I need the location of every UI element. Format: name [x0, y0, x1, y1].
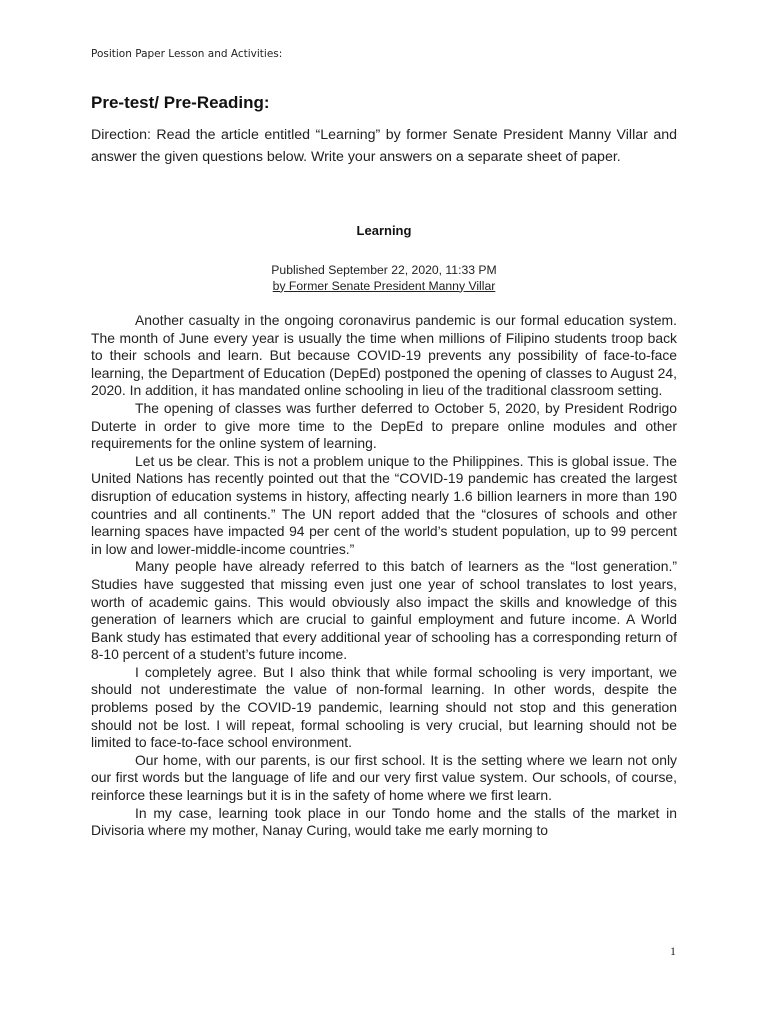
article-title: Learning [356, 223, 412, 238]
page-number: 1 [670, 944, 676, 958]
section-title: Pre-test/ Pre-Reading: [91, 93, 270, 112]
byline: by Former Senate President Manny Villar [272, 278, 496, 293]
paragraph: Many people have already referred to this batch of learners as the “lost generation.” Studies have suggested that missing even just one year of school translates to lost years, worth of academic gains. This would obviously also impact the skills and knowledge of this generation of learners which are crucial to gainful employment and future income. A World Bank study has estimated that every additional year of schooling has a corresponding return of 8-10 percent of a student’s future income. [91, 558, 677, 663]
paragraph: Let us be clear. This is not a problem unique to the Philippines. This is global issue. The United Nations has recently pointed out that the “COVID-19 pandemic has created the largest disruption of education systems in history, affecting nearly 1.6 billion learners in more than 190 countries and all continents.” The UN report added that the “closures of schools and other learning spaces have impacted 94 per cent of the world’s student population, up to 99 percent in low and lower-middle-income countries.” [91, 452, 677, 557]
article-body [91, 312, 677, 840]
publication-info [0, 263, 768, 294]
paragraph: Another casualty in the ongoing coronavirus pandemic is our formal education system. The month of June every year is usually the time when millions of Filipino students troop back to their schools and learn. But because COVID-19 prevents any possibility of face-to-face learning, the Department of Education (DepEd) postponed the opening of classes to August 24, 2020. In addition, it has mandated online schooling in lieu of the traditional classroom setting. [91, 312, 677, 399]
paragraph: Our home, with our parents, is our first school. It is the setting where we learn not only our first words but the language of life and our very first value system. Our schools, of course, reinforce these learnings but it is in the safety of home where we first learn. [91, 751, 677, 804]
paragraph: I completely agree. But I also think that while formal schooling is very important, we should not underestimate the value of non-formal learning. In other words, despite the problems posed by the COVID-19 pandemic, learning should not stop and this generation should not be lost. I will repeat, formal schooling is very crucial, but learning should not be limited to face-to-face school environment. [91, 663, 677, 751]
published-date: Published September 22, 2020, 11:33 PM [271, 263, 497, 277]
direction-text: Direction: Read the article entitled “Learning” by former Senate President Manny Villar and answer the given questions below. Write your answers on a separate sheet of paper. [91, 127, 677, 165]
paragraph: The opening of classes was further deferred to October 5, 2020, by President Rodrigo Duterte in order to give more time to the DepEd to prepare online modules and other requirements for the online system of learning. [91, 399, 677, 452]
page-header: Position Paper Lesson and Activities: [91, 48, 283, 60]
paragraph: In my case, learning took place in our Tondo home and the stalls of the market in Divisoria where my mother, Nanay Curing, would take me early morning to [91, 804, 677, 839]
